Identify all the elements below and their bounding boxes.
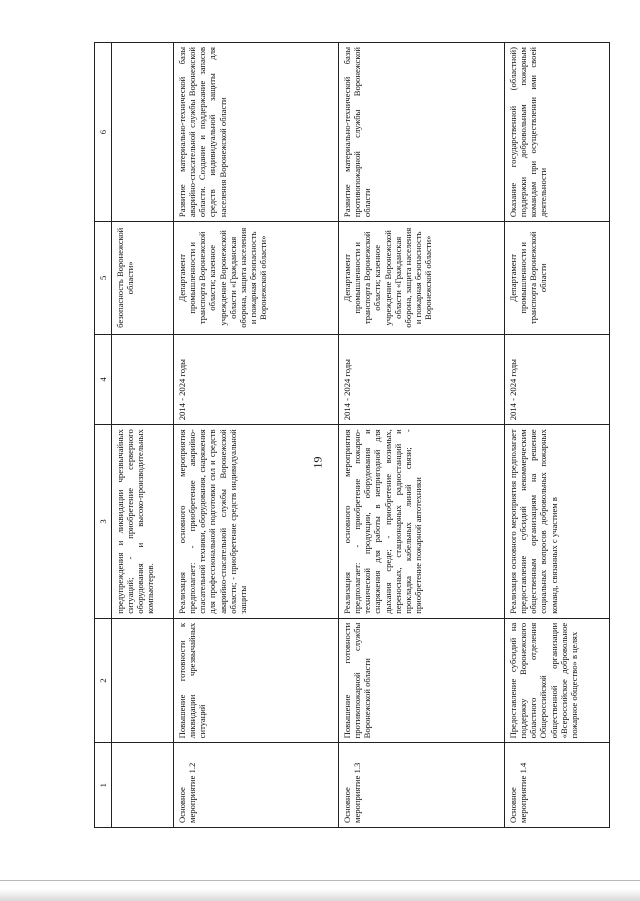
page-number: 19 bbox=[310, 456, 325, 469]
table-row-activity-1-2 bbox=[174, 43, 339, 828]
column-header-4: 4 bbox=[95, 334, 112, 425]
cell-activity-name bbox=[112, 743, 174, 828]
column-header-5: 5 bbox=[95, 222, 112, 334]
cell-responsible: безопасность Воронежской области» bbox=[112, 222, 174, 334]
cell-period: 2014 - 2024 годы bbox=[174, 334, 339, 425]
cell-period: 2014 - 2024 годы bbox=[505, 334, 610, 425]
table-row-activity-1-4 bbox=[505, 43, 610, 828]
cell-expected-result: Оказание государственной (областной) поддержки добровольным пожарным командам при осуществлении ими своей деятельности bbox=[505, 43, 610, 222]
cell-activity-name: Основное мероприятие 1.2 bbox=[174, 743, 339, 828]
column-header-6: 6 bbox=[95, 43, 112, 222]
table-rotation-wrapper bbox=[94, 42, 608, 828]
cell-activity-goal: Предоставление субсидий на поддержку Воронежского областного отделения Общероссийской общественной организации «Всероссийское добровольное пожарное общество» в целях bbox=[505, 618, 610, 743]
cell-responsible: Департамент промышленности и транспорта Воронежской области bbox=[505, 222, 610, 334]
cell-activity-content: предупреждения и ликвидации чрезвычайных ситуаций; - приобретение серверного оборудования и высоко-производительных компьютеров. bbox=[112, 425, 174, 619]
cell-activity-goal bbox=[112, 618, 174, 743]
cell-expected-result: Развитие материально-технической базы противопожарной службы Воронежской области bbox=[339, 43, 505, 222]
cell-period bbox=[112, 334, 174, 425]
cell-responsible: Департамент промышленности и транспорта Воронежской области; казенное учреждение Воронежской области «Гражданская оборона, защита населения и пожарная безопасность Воронежской области» bbox=[339, 222, 505, 334]
column-header-1: 1 bbox=[95, 743, 112, 828]
column-header-2: 2 bbox=[95, 618, 112, 743]
cell-activity-name: Основное мероприятие 1.4 bbox=[505, 743, 610, 828]
cell-activity-content: Реализация основного мероприятия предполагает: - приобретение пожарно-технической продукции, оборудования и снаряжения для работы в непригодной для дыхания среде; - приобретение возимых, переносных, стационарных радиостанций и прокладка кабельных линий связи; - приобретение пожарной автотехники bbox=[339, 425, 505, 619]
rotated-table-container bbox=[94, 42, 608, 828]
cell-expected-result bbox=[112, 43, 174, 222]
cell-activity-content: Реализация основного мероприятия предполагает: - приобретение аварийно-спасательной техники, оборудования, снаряжения для профессиональной подготовки сил и средств аварийно-спасательной службы Воронежской области; - приобретение средств индивидуальной защиты bbox=[174, 425, 339, 619]
cell-activity-content: Реализация основного мероприятия предполагает предоставление субсидий некоммерческим общественным организациям на решение социальных вопросов добровольных пожарных команд, связанных с участием в bbox=[505, 425, 610, 619]
cell-expected-result: Развитие материально-технической базы аварийно-спасательной службы Воронежской области. Создание и поддержание запасов средств индивидуальной защиты для населения Воронежской области bbox=[174, 43, 339, 222]
cell-responsible: Департамент промышленности и транспорта Воронежской области; казенное учреждение Воронежской области «Гражданская оборона, защита населения и пожарная безопасность Воронежской области» bbox=[174, 222, 339, 334]
cell-activity-goal: Повышение готовности к ликвидации чрезвычайных ситуаций bbox=[174, 618, 339, 743]
scan-bottom-shadow bbox=[0, 889, 640, 901]
table-row-continuation bbox=[112, 43, 174, 828]
table-header-row bbox=[95, 43, 112, 828]
program-activities-table bbox=[94, 42, 610, 828]
cell-period: 2014 - 2024 годы bbox=[339, 334, 505, 425]
cell-activity-name: Основное мероприятие 1.3 bbox=[339, 743, 505, 828]
table-row-activity-1-3 bbox=[339, 43, 505, 828]
column-header-3: 3 bbox=[95, 425, 112, 619]
cell-activity-goal: Повышение готовности противопожарной службы Воронежской области bbox=[339, 618, 505, 743]
scan-edge-line bbox=[0, 880, 640, 881]
